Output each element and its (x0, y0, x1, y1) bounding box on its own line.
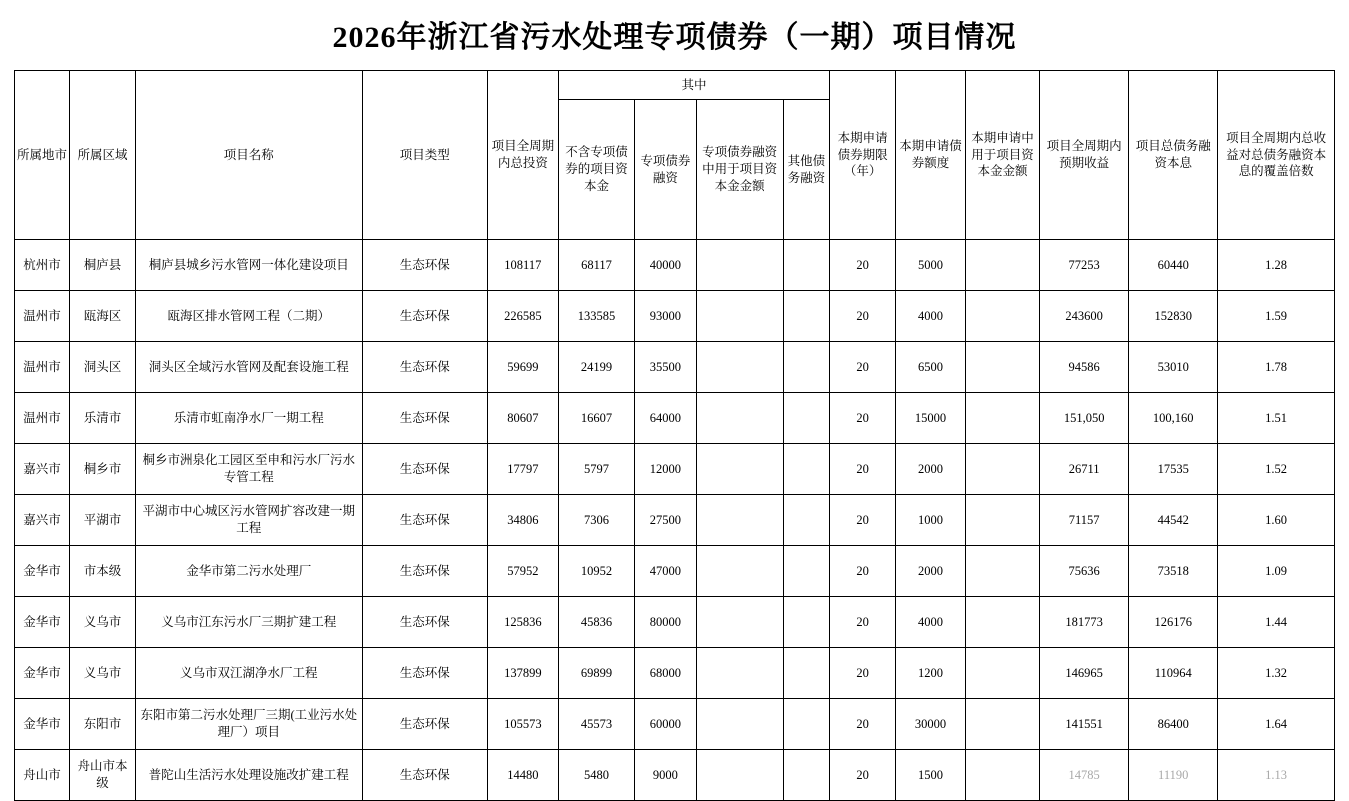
cell-district: 舟山市本级 (70, 750, 136, 801)
cell-bond-financing: 9000 (635, 750, 696, 801)
cell-current-as-capital (965, 240, 1039, 291)
cell-amount: 15000 (895, 393, 965, 444)
cell-project-type: 生态环保 (362, 495, 487, 546)
cell-expected-income: 75636 (1040, 546, 1129, 597)
header-project-name: 项目名称 (135, 71, 362, 240)
cell-bond-as-capital (696, 444, 783, 495)
cell-project-type: 生态环保 (362, 291, 487, 342)
cell-coverage-ratio: 1.60 (1218, 495, 1335, 546)
cell-other-debt (783, 648, 830, 699)
cell-current-as-capital (965, 393, 1039, 444)
cell-bond-as-capital (696, 597, 783, 648)
cell-other-debt (783, 546, 830, 597)
header-project-type: 项目类型 (362, 71, 487, 240)
cell-term-years: 20 (830, 750, 896, 801)
cell-district: 桐乡市 (70, 444, 136, 495)
cell-city: 金华市 (15, 648, 70, 699)
table-row (15, 291, 1335, 342)
header-amount: 本期申请债券额度 (895, 71, 965, 240)
header-expected-income: 项目全周期内预期收益 (1040, 71, 1129, 240)
cell-city: 舟山市 (15, 750, 70, 801)
cell-non-bond-capital: 45836 (558, 597, 634, 648)
table-header (15, 71, 1335, 240)
cell-non-bond-capital: 68117 (558, 240, 634, 291)
cell-other-debt (783, 291, 830, 342)
table-row (15, 444, 1335, 495)
cell-district: 东阳市 (70, 699, 136, 750)
cell-current-as-capital (965, 750, 1039, 801)
cell-amount: 4000 (895, 597, 965, 648)
header-group-among: 其中 (558, 71, 829, 100)
cell-city: 温州市 (15, 291, 70, 342)
table-row (15, 495, 1335, 546)
cell-bond-as-capital (696, 393, 783, 444)
cell-bond-financing: 68000 (635, 648, 696, 699)
project-table (14, 70, 1335, 801)
cell-other-debt (783, 240, 830, 291)
cell-coverage-ratio: 1.78 (1218, 342, 1335, 393)
cell-total-debt: 110964 (1129, 648, 1218, 699)
cell-bond-financing: 60000 (635, 699, 696, 750)
cell-bond-as-capital (696, 495, 783, 546)
cell-project-type: 生态环保 (362, 342, 487, 393)
cell-expected-income: 146965 (1040, 648, 1129, 699)
cell-project-name: 义乌市江东污水厂三期扩建工程 (135, 597, 362, 648)
cell-bond-financing: 12000 (635, 444, 696, 495)
header-bond-as-capital: 专项债券融资中用于项目资本金金额 (696, 100, 783, 240)
cell-term-years: 20 (830, 648, 896, 699)
cell-coverage-ratio: 1.09 (1218, 546, 1335, 597)
cell-total-debt: 86400 (1129, 699, 1218, 750)
header-current-as-capital: 本期申请中用于项目资本金金额 (965, 71, 1039, 240)
cell-current-as-capital (965, 342, 1039, 393)
header-total-investment: 项目全周期内总投资 (487, 71, 558, 240)
cell-expected-income: 151,050 (1040, 393, 1129, 444)
cell-bond-as-capital (696, 240, 783, 291)
cell-bond-financing: 93000 (635, 291, 696, 342)
cell-expected-income: 94586 (1040, 342, 1129, 393)
cell-bond-as-capital (696, 291, 783, 342)
cell-other-debt (783, 342, 830, 393)
header-row-group (15, 71, 1335, 100)
header-other-debt: 其他债务融资 (783, 100, 830, 240)
cell-non-bond-capital: 10952 (558, 546, 634, 597)
cell-total-investment: 125836 (487, 597, 558, 648)
cell-current-as-capital (965, 495, 1039, 546)
cell-coverage-ratio: 1.32 (1218, 648, 1335, 699)
cell-bond-as-capital (696, 750, 783, 801)
cell-city: 嘉兴市 (15, 495, 70, 546)
cell-non-bond-capital: 24199 (558, 342, 634, 393)
header-non-bond-capital: 不含专项债券的项目资本金 (558, 100, 634, 240)
cell-amount: 1000 (895, 495, 965, 546)
cell-total-debt: 60440 (1129, 240, 1218, 291)
cell-project-type: 生态环保 (362, 699, 487, 750)
cell-total-debt: 126176 (1129, 597, 1218, 648)
cell-total-debt: 44542 (1129, 495, 1218, 546)
cell-bond-financing: 35500 (635, 342, 696, 393)
cell-non-bond-capital: 69899 (558, 648, 634, 699)
cell-total-investment: 17797 (487, 444, 558, 495)
cell-coverage-ratio: 1.52 (1218, 444, 1335, 495)
cell-bond-financing: 47000 (635, 546, 696, 597)
cell-non-bond-capital: 16607 (558, 393, 634, 444)
cell-expected-income: 141551 (1040, 699, 1129, 750)
cell-total-investment: 80607 (487, 393, 558, 444)
cell-project-type: 生态环保 (362, 240, 487, 291)
cell-expected-income: 77253 (1040, 240, 1129, 291)
cell-expected-income: 243600 (1040, 291, 1129, 342)
cell-non-bond-capital: 133585 (558, 291, 634, 342)
header-term-years: 本期申请债券期限（年） (830, 71, 896, 240)
table-row (15, 240, 1335, 291)
cell-project-name: 洞头区全域污水管网及配套设施工程 (135, 342, 362, 393)
cell-coverage-ratio: 1.13 (1218, 750, 1335, 801)
cell-total-investment: 137899 (487, 648, 558, 699)
cell-bond-financing: 80000 (635, 597, 696, 648)
header-district: 所属区域 (70, 71, 136, 240)
cell-total-debt: 11190 (1129, 750, 1218, 801)
table-row (15, 393, 1335, 444)
page-title: 2026年浙江省污水处理专项债券（一期）项目情况 (332, 21, 1017, 54)
cell-amount: 5000 (895, 240, 965, 291)
cell-total-investment: 59699 (487, 342, 558, 393)
cell-total-investment: 14480 (487, 750, 558, 801)
cell-city: 金华市 (15, 699, 70, 750)
cell-other-debt (783, 750, 830, 801)
cell-project-name: 东阳市第二污水处理厂三期(工业污水处理厂）项目 (135, 699, 362, 750)
cell-term-years: 20 (830, 240, 896, 291)
cell-non-bond-capital: 5480 (558, 750, 634, 801)
cell-expected-income: 181773 (1040, 597, 1129, 648)
cell-current-as-capital (965, 546, 1039, 597)
cell-other-debt (783, 597, 830, 648)
cell-district: 义乌市 (70, 597, 136, 648)
header-bond-financing: 专项债券融资 (635, 100, 696, 240)
cell-amount: 2000 (895, 444, 965, 495)
cell-current-as-capital (965, 597, 1039, 648)
cell-total-debt: 100,160 (1129, 393, 1218, 444)
header-city: 所属地市 (15, 71, 70, 240)
cell-city: 金华市 (15, 546, 70, 597)
table-row (15, 597, 1335, 648)
cell-project-name: 金华市第二污水处理厂 (135, 546, 362, 597)
cell-district: 瓯海区 (70, 291, 136, 342)
table-body (15, 240, 1335, 801)
cell-bond-as-capital (696, 648, 783, 699)
cell-project-type: 生态环保 (362, 597, 487, 648)
cell-non-bond-capital: 45573 (558, 699, 634, 750)
header-total-debt: 项目总债务融资本息 (1129, 71, 1218, 240)
cell-non-bond-capital: 7306 (558, 495, 634, 546)
header-coverage-ratio: 项目全周期内总收益对总债务融资本息的覆盖倍数 (1218, 71, 1335, 240)
cell-project-type: 生态环保 (362, 648, 487, 699)
table-row (15, 648, 1335, 699)
table-row (15, 342, 1335, 393)
cell-total-investment: 105573 (487, 699, 558, 750)
cell-coverage-ratio: 1.59 (1218, 291, 1335, 342)
cell-total-investment: 34806 (487, 495, 558, 546)
cell-term-years: 20 (830, 342, 896, 393)
cell-district: 乐清市 (70, 393, 136, 444)
cell-district: 桐庐县 (70, 240, 136, 291)
cell-coverage-ratio: 1.64 (1218, 699, 1335, 750)
cell-amount: 6500 (895, 342, 965, 393)
cell-total-debt: 53010 (1129, 342, 1218, 393)
cell-district: 市本级 (70, 546, 136, 597)
cell-bond-as-capital (696, 699, 783, 750)
cell-project-name: 义乌市双江湖净水厂工程 (135, 648, 362, 699)
cell-other-debt (783, 495, 830, 546)
cell-other-debt (783, 444, 830, 495)
table-row (15, 699, 1335, 750)
cell-amount: 4000 (895, 291, 965, 342)
cell-current-as-capital (965, 444, 1039, 495)
cell-city: 温州市 (15, 342, 70, 393)
table-row (15, 750, 1335, 801)
cell-district: 义乌市 (70, 648, 136, 699)
cell-project-name: 桐庐县城乡污水管网一体化建设项目 (135, 240, 362, 291)
cell-bond-financing: 27500 (635, 495, 696, 546)
cell-other-debt (783, 393, 830, 444)
cell-district: 洞头区 (70, 342, 136, 393)
cell-term-years: 20 (830, 444, 896, 495)
cell-city: 杭州市 (15, 240, 70, 291)
cell-total-debt: 73518 (1129, 546, 1218, 597)
cell-bond-as-capital (696, 342, 783, 393)
cell-project-name: 平湖市中心城区污水管网扩容改建一期工程 (135, 495, 362, 546)
cell-other-debt (783, 699, 830, 750)
cell-project-type: 生态环保 (362, 393, 487, 444)
cell-project-type: 生态环保 (362, 750, 487, 801)
cell-expected-income: 71157 (1040, 495, 1129, 546)
cell-city: 金华市 (15, 597, 70, 648)
cell-total-investment: 226585 (487, 291, 558, 342)
cell-term-years: 20 (830, 699, 896, 750)
cell-total-debt: 17535 (1129, 444, 1218, 495)
cell-total-investment: 108117 (487, 240, 558, 291)
table-row (15, 546, 1335, 597)
cell-city: 温州市 (15, 393, 70, 444)
cell-project-type: 生态环保 (362, 444, 487, 495)
cell-bond-financing: 40000 (635, 240, 696, 291)
cell-term-years: 20 (830, 495, 896, 546)
cell-current-as-capital (965, 291, 1039, 342)
cell-non-bond-capital: 5797 (558, 444, 634, 495)
cell-amount: 2000 (895, 546, 965, 597)
cell-project-name: 瓯海区排水管网工程（二期） (135, 291, 362, 342)
cell-amount: 1500 (895, 750, 965, 801)
cell-city: 嘉兴市 (15, 444, 70, 495)
cell-expected-income: 14785 (1040, 750, 1129, 801)
cell-term-years: 20 (830, 291, 896, 342)
cell-project-type: 生态环保 (362, 546, 487, 597)
cell-bond-financing: 64000 (635, 393, 696, 444)
cell-term-years: 20 (830, 597, 896, 648)
cell-coverage-ratio: 1.44 (1218, 597, 1335, 648)
cell-amount: 1200 (895, 648, 965, 699)
cell-project-name: 乐清市虹南净水厂一期工程 (135, 393, 362, 444)
cell-project-name: 桐乡市洲泉化工园区至申和污水厂污水专管工程 (135, 444, 362, 495)
cell-current-as-capital (965, 648, 1039, 699)
cell-coverage-ratio: 1.28 (1218, 240, 1335, 291)
cell-amount: 30000 (895, 699, 965, 750)
cell-term-years: 20 (830, 546, 896, 597)
cell-total-debt: 152830 (1129, 291, 1218, 342)
cell-bond-as-capital (696, 546, 783, 597)
cell-term-years: 20 (830, 393, 896, 444)
cell-coverage-ratio: 1.51 (1218, 393, 1335, 444)
cell-project-name: 普陀山生活污水处理设施改扩建工程 (135, 750, 362, 801)
cell-expected-income: 26711 (1040, 444, 1129, 495)
cell-district: 平湖市 (70, 495, 136, 546)
cell-current-as-capital (965, 699, 1039, 750)
cell-total-investment: 57952 (487, 546, 558, 597)
